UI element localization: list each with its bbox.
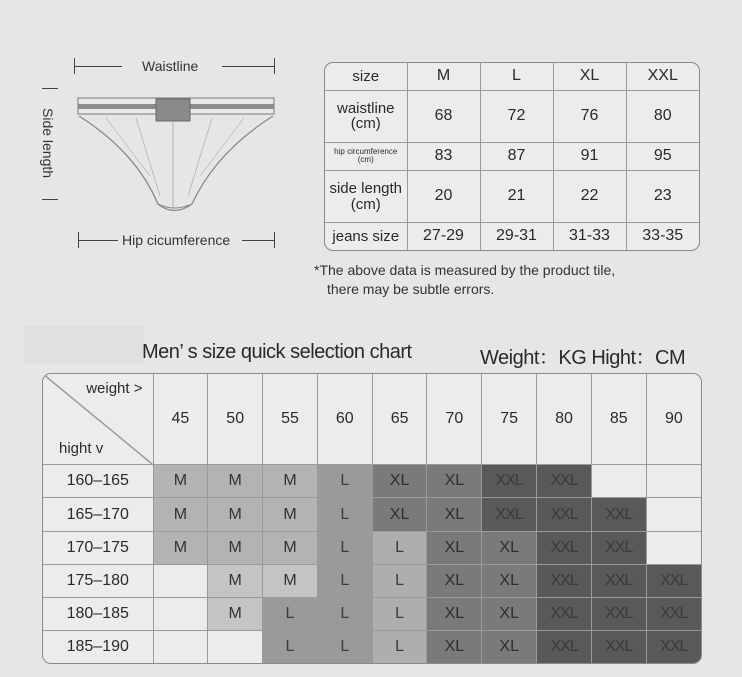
weight-header-row	[43, 374, 701, 465]
size-cell: M	[208, 597, 263, 630]
size-cell	[208, 631, 263, 663]
weight-header-80: 80	[537, 374, 592, 465]
size-cell: M	[263, 564, 318, 597]
weight-header-50: 50	[208, 374, 263, 465]
size-cell: XXL	[537, 564, 592, 597]
table-cell: 21	[480, 171, 553, 223]
chart-units: Weight：KG Hight：CM	[480, 347, 686, 369]
note-line: *The above data is measured by the product tile,	[314, 262, 616, 278]
size-cell: XL	[482, 631, 537, 663]
size-cell: XXL	[646, 631, 701, 663]
size-cell: L	[372, 597, 427, 630]
corner-height-label: hight v	[59, 440, 104, 458]
size-cell: XL	[372, 498, 427, 531]
waistline-row-label: waistline (cm)	[325, 91, 407, 143]
side-length-row-label: side length (cm)	[325, 171, 407, 223]
table-row	[43, 564, 701, 597]
size-cell: XL	[427, 564, 482, 597]
dimension-tick	[274, 58, 275, 74]
size-cell: M	[263, 465, 318, 498]
table-cell: 95	[626, 142, 699, 170]
table-cell: 83	[407, 142, 480, 170]
table-cell: 20	[407, 171, 480, 223]
size-header: size	[325, 63, 407, 91]
size-cell	[591, 465, 646, 498]
table-cell: 31-33	[553, 222, 626, 250]
size-cell: L	[372, 564, 427, 597]
note-line: there may be subtle errors.	[327, 281, 495, 297]
height-range-label: 160–165	[43, 465, 153, 498]
size-cell: M	[153, 498, 208, 531]
height-range-label: 165–170	[43, 498, 153, 531]
size-cell	[153, 597, 208, 630]
size-cell: XL	[482, 531, 537, 564]
size-cell: M	[208, 531, 263, 564]
height-range-label: 180–185	[43, 597, 153, 630]
size-cell: XXL	[591, 498, 646, 531]
table-row	[43, 465, 701, 498]
height-range-label: 170–175	[43, 531, 153, 564]
measurement-note	[314, 261, 615, 299]
size-cell: XXL	[591, 531, 646, 564]
table-cell: 29-31	[480, 222, 553, 250]
size-cell: XL	[427, 631, 482, 663]
jeans-size-row-label: jeans size	[325, 222, 407, 250]
dimension-tick	[274, 232, 275, 248]
table-row	[43, 597, 701, 630]
size-table-row	[325, 91, 699, 143]
size-cell: L	[317, 631, 372, 663]
side-length-label: Side length	[40, 107, 56, 179]
size-cell: L	[317, 597, 372, 630]
size-cell: XXL	[537, 531, 592, 564]
table-cell: 76	[553, 91, 626, 143]
size-cell: XXL	[537, 597, 592, 630]
size-cell: XL	[427, 531, 482, 564]
size-cell: L	[372, 631, 427, 663]
table-row	[43, 531, 701, 564]
weight-header-60: 60	[317, 374, 372, 465]
table-cell: 68	[407, 91, 480, 143]
size-cell: XL	[372, 465, 427, 498]
weight-header-90: 90	[646, 374, 701, 465]
table-cell: 22	[553, 171, 626, 223]
size-cell	[646, 531, 701, 564]
size-cell: L	[317, 531, 372, 564]
table-cell: 80	[626, 91, 699, 143]
size-cell: XL	[482, 564, 537, 597]
size-measurement-table	[324, 62, 700, 251]
waistline-label: Waistline	[142, 58, 199, 74]
table-cell: 72	[480, 91, 553, 143]
size-cell	[153, 631, 208, 663]
size-table-row	[325, 171, 699, 223]
weight-header-70: 70	[427, 374, 482, 465]
table-cell: 91	[553, 142, 626, 170]
size-cell: M	[153, 531, 208, 564]
size-cell: M	[263, 498, 318, 531]
weight-header-45: 45	[153, 374, 208, 465]
size-cell: XXL	[537, 465, 592, 498]
size-cell: XL	[482, 597, 537, 630]
size-cell: M	[153, 465, 208, 498]
size-header-l: L	[480, 63, 553, 91]
weight-header-75: 75	[482, 374, 537, 465]
weight-header-85: 85	[591, 374, 646, 465]
size-cell: XXL	[591, 564, 646, 597]
size-cell: L	[317, 465, 372, 498]
table-cell: 33-35	[626, 222, 699, 250]
size-header-m: M	[407, 63, 480, 91]
hip-row-label: hip circumference (cm)	[325, 142, 407, 170]
height-range-label: 185–190	[43, 631, 153, 663]
height-range-label: 175–180	[43, 564, 153, 597]
size-cell: L	[263, 597, 318, 630]
size-cell: L	[372, 531, 427, 564]
dimension-line	[222, 66, 274, 67]
dimension-line	[78, 240, 118, 241]
size-cell: XXL	[482, 498, 537, 531]
weight-header-65: 65	[372, 374, 427, 465]
corner-cell	[43, 374, 153, 465]
size-selection-grid	[42, 373, 702, 664]
size-cell: XXL	[537, 631, 592, 663]
size-cell: XXL	[646, 564, 701, 597]
size-cell: M	[208, 465, 263, 498]
size-cell: L	[317, 564, 372, 597]
size-table-header-row	[325, 63, 699, 91]
size-cell: XL	[427, 465, 482, 498]
table-row	[43, 631, 701, 663]
corner-weight-label: weight >	[86, 380, 143, 397]
table-cell: 27-29	[407, 222, 480, 250]
table-row	[43, 498, 701, 531]
size-cell: XXL	[482, 465, 537, 498]
weight-header-55: 55	[263, 374, 318, 465]
dimension-tick	[42, 199, 58, 200]
size-cell: XXL	[591, 597, 646, 630]
size-header-xxl: XXL	[626, 63, 699, 91]
size-cell: M	[208, 564, 263, 597]
size-table-row	[325, 142, 699, 170]
size-cell: L	[263, 631, 318, 663]
size-cell	[646, 498, 701, 531]
dimension-line	[242, 240, 274, 241]
size-cell: XXL	[646, 597, 701, 630]
size-cell: XL	[427, 498, 482, 531]
size-cell: L	[317, 498, 372, 531]
dimension-line	[74, 66, 122, 67]
chart-title: Men’ s size quick selection chart	[142, 341, 412, 363]
decorative-box	[24, 326, 144, 364]
hip-circumference-label: Hip cicumference	[122, 232, 231, 248]
size-cell	[153, 564, 208, 597]
brief-illustration-icon	[76, 92, 276, 222]
size-cell: XXL	[537, 498, 592, 531]
size-cell: XL	[427, 597, 482, 630]
size-header-xl: XL	[553, 63, 626, 91]
size-cell: M	[263, 531, 318, 564]
size-cell: M	[208, 498, 263, 531]
table-cell: 87	[480, 142, 553, 170]
size-cell: XXL	[591, 631, 646, 663]
table-cell: 23	[626, 171, 699, 223]
size-table-row	[325, 222, 699, 250]
size-cell	[646, 465, 701, 498]
